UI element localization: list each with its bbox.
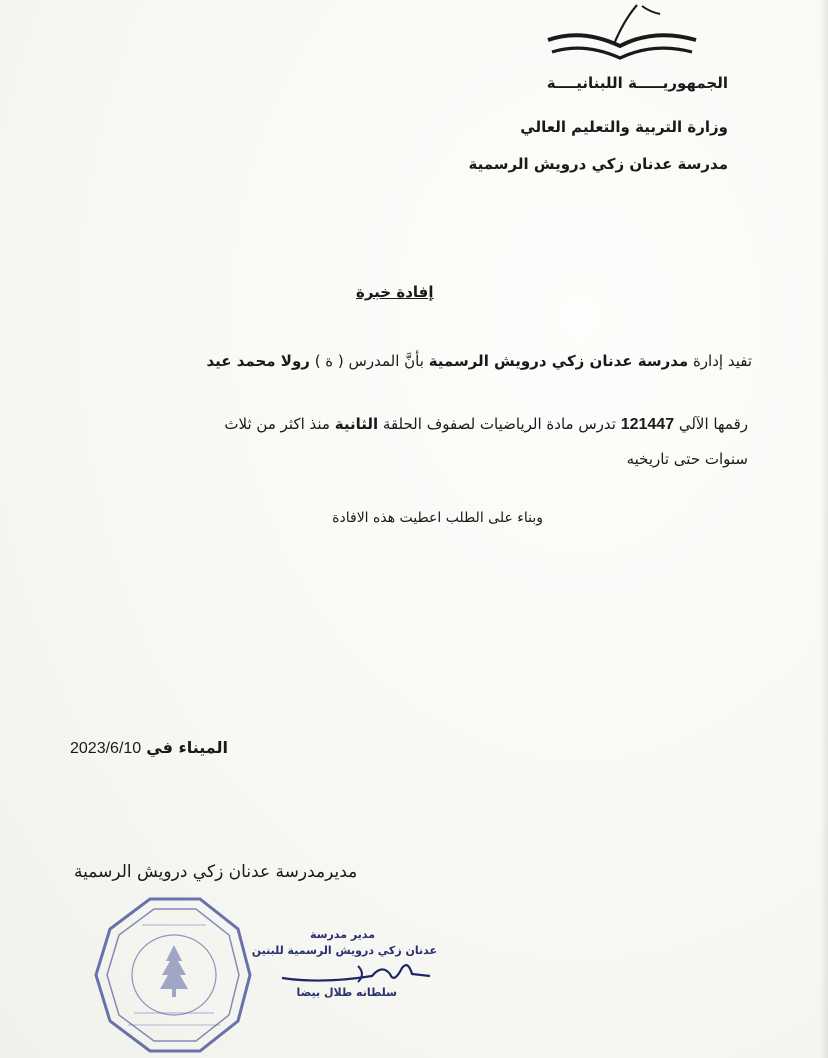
text-fragment: منذ اكثر من ثلاث — [224, 415, 335, 433]
text-fragment: رقمها الآلي — [674, 415, 748, 433]
header-ministry: وزارة التربية والتعليم العالي — [520, 118, 728, 136]
teacher-name: رولا محمد عيد — [206, 352, 310, 370]
stamp-line-2: عدنان زكي درويش الرسمية للبنين — [251, 944, 437, 957]
stamp-line-1: مدير مدرسة — [310, 928, 375, 941]
body-paragraph-4: وبناء على الطلب اعطيت هذه الافادة — [332, 510, 543, 526]
ministry-logo-icon — [542, 0, 702, 68]
header-republic: الجمهوريـــــة اللبنانيــــة — [546, 74, 728, 92]
date-value: 2023/6/10 — [70, 740, 142, 757]
school-name: مدرسة عدنان زكي درويش الرسمية — [428, 352, 689, 370]
body-paragraph-3: سنوات حتى تاريخيه — [626, 450, 748, 468]
date-line — [70, 738, 228, 758]
official-stamp-icon — [88, 893, 258, 1058]
header-school: مدرسة عدنان زكي درويش الرسمية — [468, 155, 728, 173]
body-paragraph-1 — [206, 352, 752, 370]
signature-title: مديرمدرسة عدنان زكي درويش الرسمية — [74, 862, 358, 882]
stamp-line-3: سلطانه طلال بيضا — [296, 986, 397, 999]
text-fragment: تفيد إدارة — [688, 352, 752, 370]
body-paragraph-2 — [224, 415, 748, 434]
employee-number: 121447 — [620, 416, 675, 433]
text-fragment: بأنَّ المدرس ( ة ) — [309, 352, 429, 370]
text-fragment: تدرس مادة الرياضيات لصفوف الحلقة — [378, 415, 621, 433]
signature-block — [251, 928, 437, 1008]
cycle-name: الثانية — [334, 415, 379, 433]
page-edge-shadow — [820, 0, 828, 1058]
date-label: الميناء في — [146, 738, 228, 757]
handwritten-signature-icon — [262, 954, 437, 990]
document-title: إفادة خبرة — [356, 283, 434, 301]
